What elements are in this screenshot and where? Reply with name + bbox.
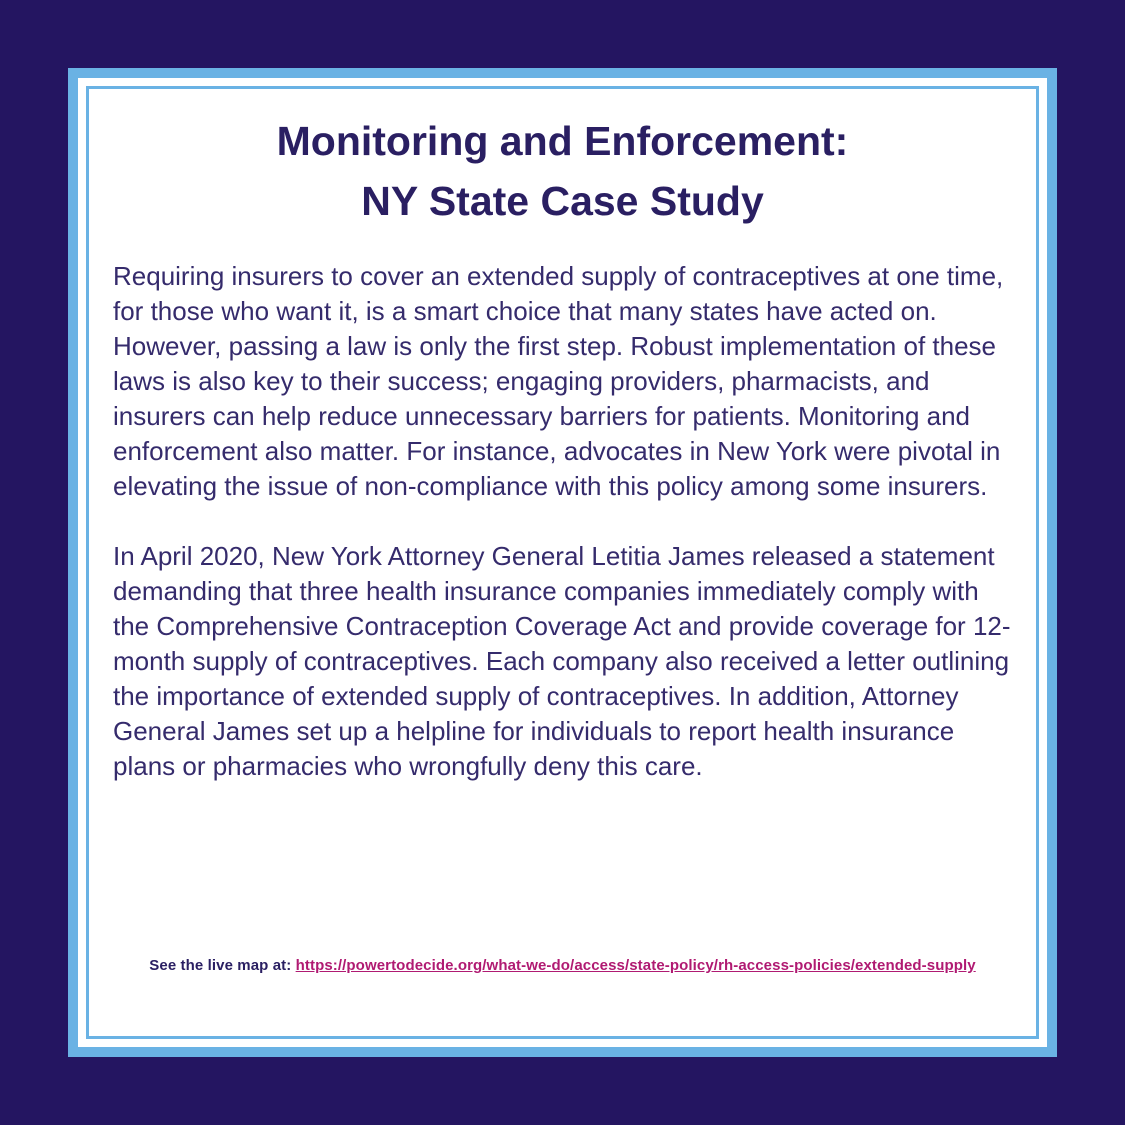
paragraph-intro: Requiring insurers to cover an extended supply of contraceptives at one time, for those who want it, is a smart choice that many states have acted on. However, passing a law is only the first step. Robust implementation of these laws is also key to their success; engaging providers, pharmacists, and insurers can help reduce unnecessary barriers for patients. Monitoring and enforcement also matter. For instance, advocates in New York were pivotal in elevating the issue of non-compliance with this policy among some insurers. bbox=[113, 261, 1004, 501]
paragraph-ny-case: In April 2020, New York Attorney General Letitia James released a statement demanding that three health insurance companies immediately comply with the Comprehensive Contraception Coverage Act and provide coverage for 12-month supply of contraceptives. Each company also received a letter outlining the importance of extended supply of contraceptives. In addition, Attorney General James set up a helpline for individuals to report health insurance plans or pharmacies who wrongfully deny this care. bbox=[113, 541, 1011, 781]
page-title bbox=[113, 111, 1012, 231]
page-title-line1: Monitoring and Enforcement: bbox=[276, 118, 849, 164]
body-text bbox=[113, 259, 1012, 784]
page-title-line2: NY State Case Study bbox=[361, 178, 764, 224]
content-card bbox=[68, 68, 1057, 1057]
content-card-inner-border bbox=[86, 86, 1039, 1039]
footer-note bbox=[113, 957, 1012, 974]
footer-label: See the live map at: bbox=[149, 957, 292, 974]
live-map-link[interactable]: https://powertodecide.org/what-we-do/access/state-policy/rh-access-policies/extended-supply bbox=[295, 957, 976, 974]
